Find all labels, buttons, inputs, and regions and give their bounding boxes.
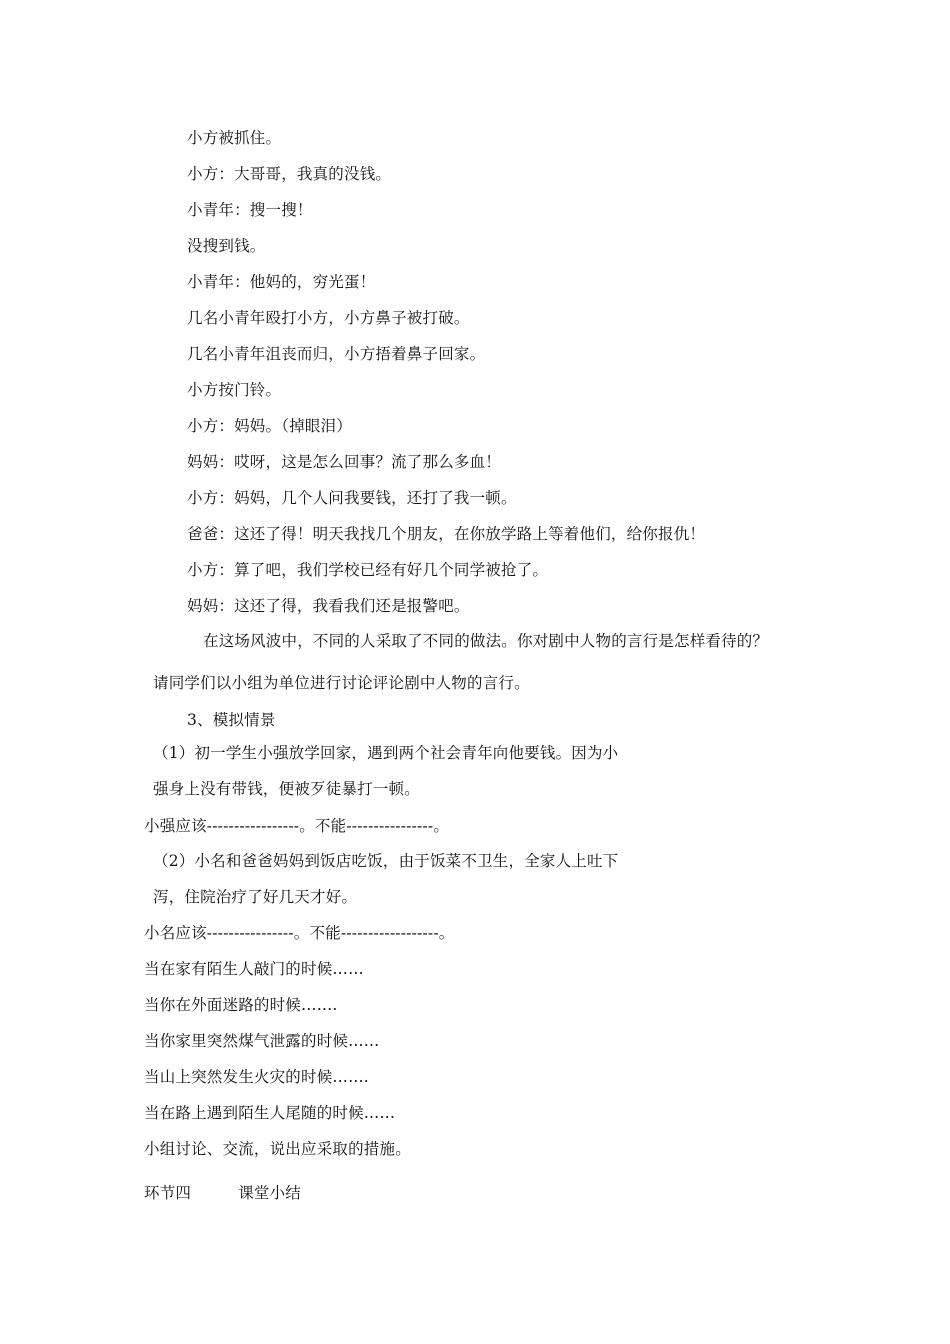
script-line: 小青年：他妈的，穷光蛋！: [187, 273, 376, 291]
script-line: 小青年：搜一搜！: [187, 201, 313, 219]
script-line: 小方按门铃。: [187, 381, 282, 399]
script-line: 小方：妈妈。（掉眼泪）: [187, 417, 352, 435]
script-line: 小方被抓住。: [187, 129, 282, 147]
script-line: 几名小青年殴打小方，小方鼻子被打破。: [187, 309, 470, 327]
section-four-heading: 环节四 课堂小结: [144, 1184, 302, 1202]
situation-item: 当你家里突然煤气泄露的时候……: [144, 1032, 380, 1050]
group-discussion-instruction: 小组讨论、交流，说出应采取的措施。: [144, 1140, 411, 1158]
scenario-1-line-2: 强身上没有带钱，便被歹徒暴打一顿。: [153, 780, 420, 798]
script-line: 妈妈：这还了得，我看我们还是报警吧。: [187, 597, 470, 615]
scenario-1-fill-in: 小强应该-----------------。不能----------------。: [144, 817, 450, 835]
discussion-question: 在这场风波中，不同的人采取了不同的做法。你对剧中人物的言行是怎样看待的？: [203, 632, 769, 650]
script-line: 小方：大哥哥，我真的没钱。: [187, 165, 392, 183]
section-heading: 3、模拟情景: [187, 711, 276, 729]
situation-item: 当在路上遇到陌生人尾随的时候……: [144, 1104, 396, 1122]
script-line: 没搜到钱。: [187, 237, 266, 255]
discussion-instruction: 请同学们以小组为单位进行讨论评论剧中人物的言行。: [153, 674, 530, 692]
situation-item: 当你在外面迷路的时候…….: [144, 996, 338, 1014]
script-line: 小方：妈妈，几个人问我要钱，还打了我一顿。: [187, 489, 517, 507]
situation-item: 当山上突然发生火灾的时候…….: [144, 1068, 369, 1086]
situation-item: 当在家有陌生人敲门的时候……: [144, 960, 364, 978]
script-line: 小方：算了吧，我们学校已经有好几个同学被抢了。: [187, 561, 549, 579]
scenario-2-fill-in: 小名应该----------------。不能------------------。: [144, 924, 455, 942]
scenario-2-line-1: （2）小名和爸爸妈妈到饭店吃饭，由于饭菜不卫生，全家人上吐下: [153, 852, 619, 870]
script-line: 爸爸：这还了得！明天我找几个朋友，在你放学路上等着他们，给你报仇！: [187, 525, 706, 543]
script-line: 几名小青年沮丧而归，小方捂着鼻子回家。: [187, 345, 486, 363]
script-line: 妈妈：哎呀，这是怎么回事？流了那么多血！: [187, 453, 502, 471]
scenario-2-line-2: 泻，住院治疗了好几天才好。: [153, 888, 358, 906]
scenario-1-line-1: （1）初一学生小强放学回家，遇到两个社会青年向他要钱。因为小: [153, 744, 619, 762]
